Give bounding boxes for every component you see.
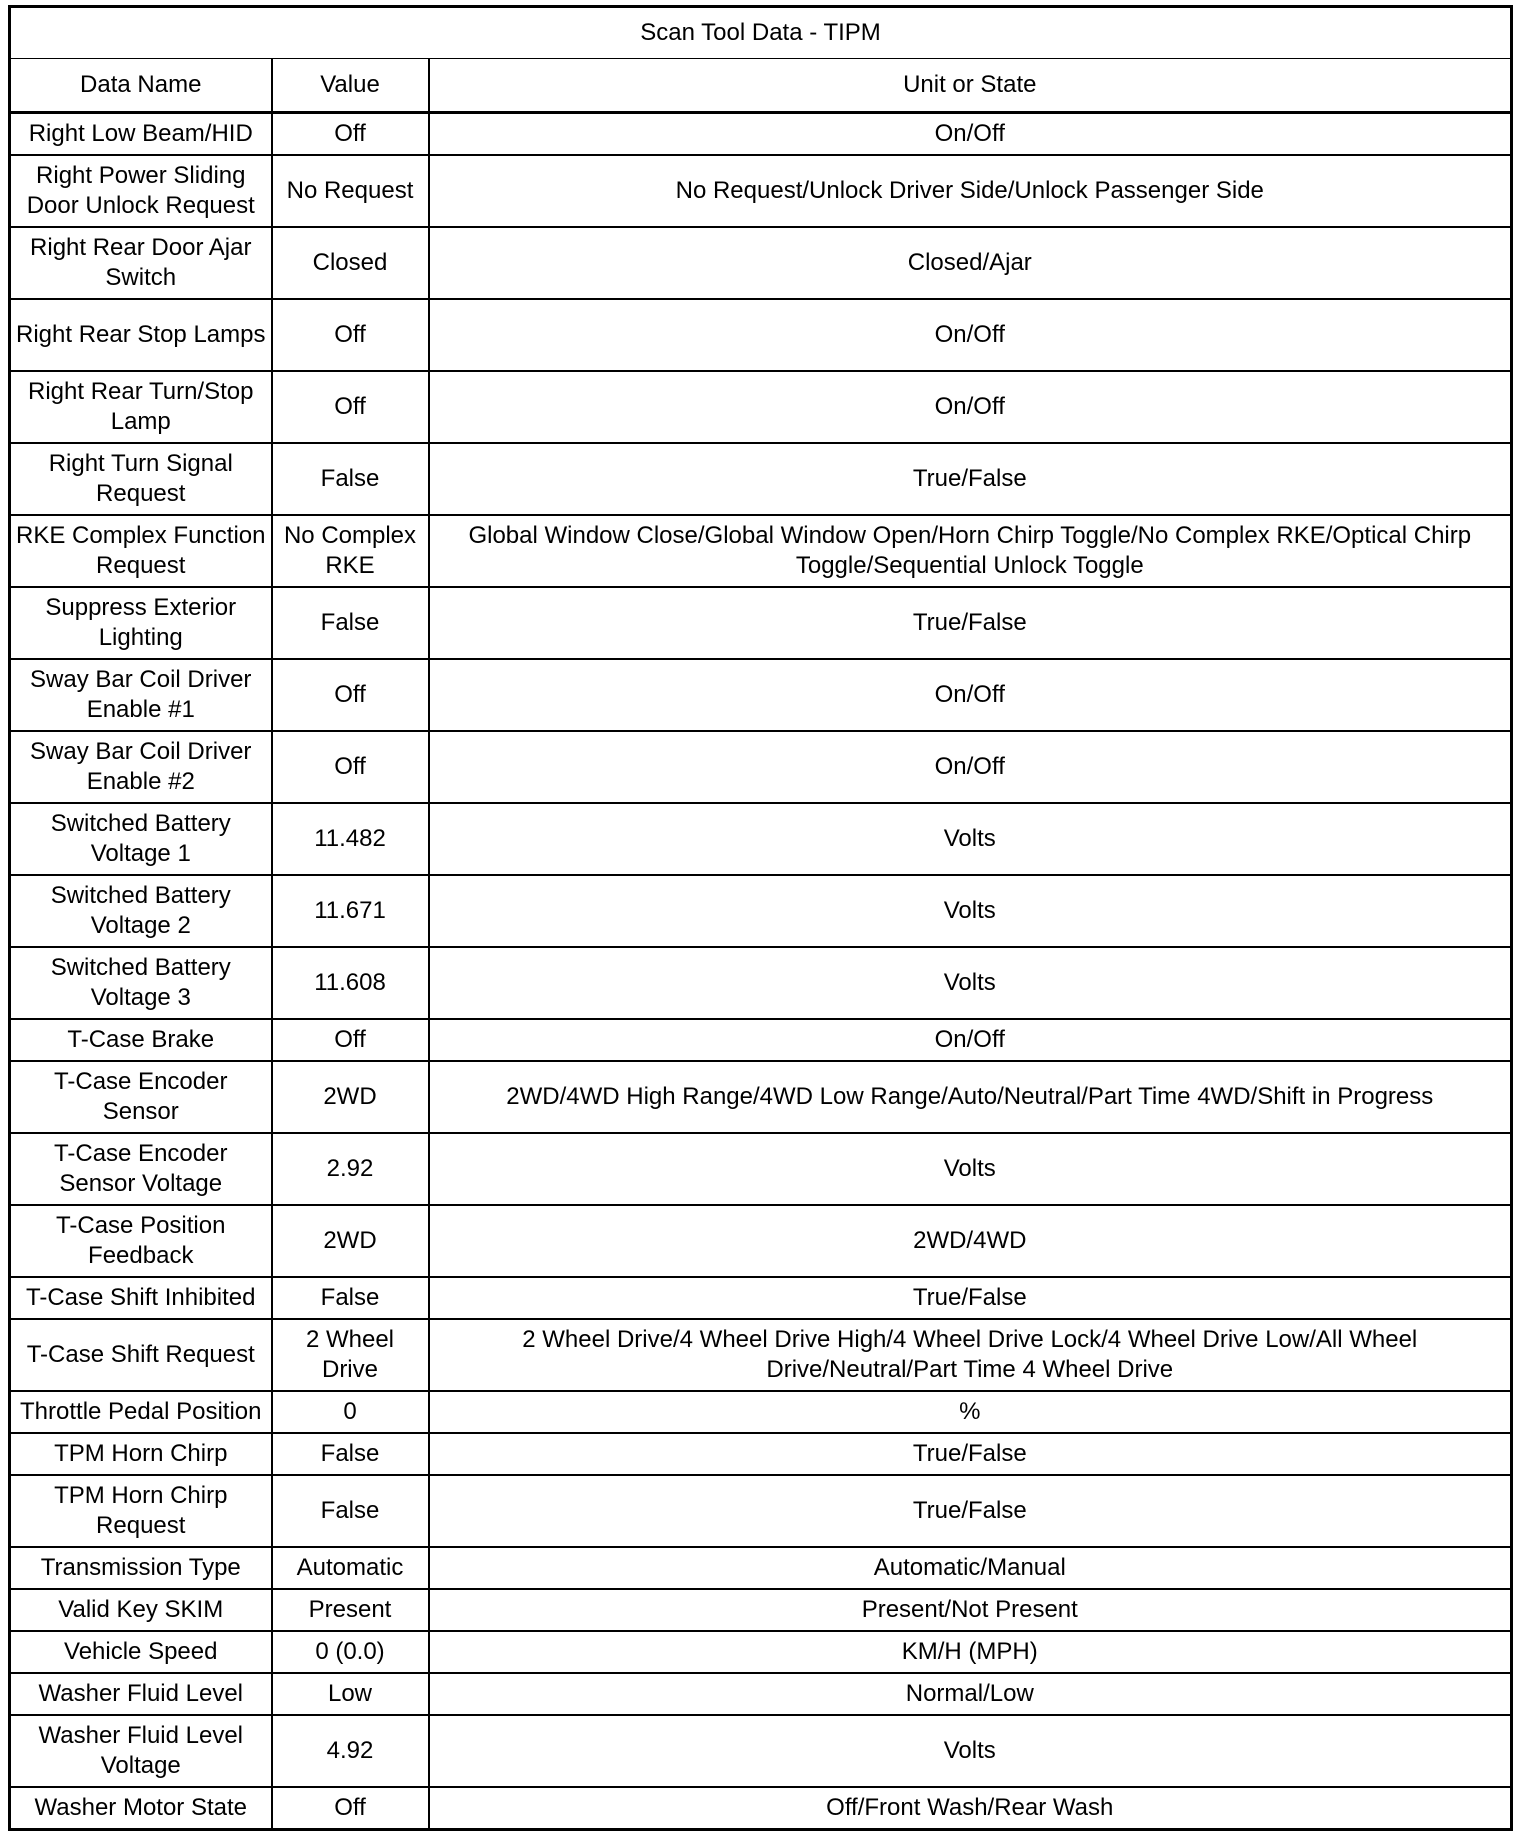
cell-value: 11.608 [272,947,429,1019]
table-row [10,155,1512,227]
table-row [10,587,1512,659]
cell-unit: Automatic/Manual [429,1547,1512,1589]
cell-data-name: T-Case Shift Inhibited [10,1277,272,1319]
cell-value: 0 (0.0) [272,1631,429,1673]
table-row [10,875,1512,947]
document-page [8,5,1510,1831]
cell-value: Automatic [272,1547,429,1589]
cell-value: Off [272,659,429,731]
cell-data-name: RKE Complex Function Request [10,515,272,587]
cell-data-name: T-Case Position Feedback [10,1205,272,1277]
cell-unit: On/Off [429,371,1512,443]
cell-unit: Volts [429,875,1512,947]
cell-value: No Complex RKE [272,515,429,587]
cell-data-name: Right Turn Signal Request [10,443,272,515]
cell-data-name: Washer Fluid Level [10,1673,272,1715]
cell-unit: On/Off [429,659,1512,731]
cell-data-name: TPM Horn Chirp Request [10,1475,272,1547]
table-row [10,1673,1512,1715]
cell-unit: True/False [429,587,1512,659]
cell-value: 2 Wheel Drive [272,1319,429,1391]
cell-unit: Closed/Ajar [429,227,1512,299]
cell-unit: Volts [429,947,1512,1019]
cell-unit: On/Off [429,299,1512,371]
table-row [10,1061,1512,1133]
cell-value: Off [272,113,429,156]
table-row [10,1205,1512,1277]
cell-value: Off [272,299,429,371]
cell-data-name: T-Case Brake [10,1019,272,1061]
table-row [10,1631,1512,1673]
cell-unit: Normal/Low [429,1673,1512,1715]
cell-data-name: Right Low Beam/HID [10,113,272,156]
table-row [10,515,1512,587]
cell-unit: KM/H (MPH) [429,1631,1512,1673]
cell-value: No Request [272,155,429,227]
cell-value: 2WD [272,1205,429,1277]
cell-unit: True/False [429,443,1512,515]
cell-data-name: T-Case Encoder Sensor Voltage [10,1133,272,1205]
cell-value: 11.671 [272,875,429,947]
cell-unit: 2WD/4WD High Range/4WD Low Range/Auto/Neutral/Part Time 4WD/Shift in Progress [429,1061,1512,1133]
table-row [10,371,1512,443]
header-value: Value [272,59,429,113]
cell-data-name: Right Power Sliding Door Unlock Request [10,155,272,227]
cell-data-name: Washer Fluid Level Voltage [10,1715,272,1787]
table-row [10,227,1512,299]
cell-value: Present [272,1589,429,1631]
header-data-name: Data Name [10,59,272,113]
cell-data-name: Vehicle Speed [10,1631,272,1673]
cell-data-name: Sway Bar Coil Driver Enable #2 [10,731,272,803]
cell-data-name: TPM Horn Chirp [10,1433,272,1475]
cell-data-name: Right Rear Turn/Stop Lamp [10,371,272,443]
cell-unit: On/Off [429,731,1512,803]
cell-unit: True/False [429,1475,1512,1547]
table-row [10,1547,1512,1589]
cell-value: 2WD [272,1061,429,1133]
cell-data-name: Suppress Exterior Lighting [10,587,272,659]
cell-value: 4.92 [272,1715,429,1787]
cell-unit: % [429,1391,1512,1433]
cell-value: False [272,587,429,659]
table-row [10,1787,1512,1830]
cell-data-name: Switched Battery Voltage 2 [10,875,272,947]
table-title: Scan Tool Data - TIPM [10,7,1512,59]
table-row [10,1589,1512,1631]
cell-unit: Volts [429,803,1512,875]
cell-value: False [272,1433,429,1475]
cell-data-name: Switched Battery Voltage 1 [10,803,272,875]
scan-tool-data-table [8,5,1513,1831]
cell-data-name: Transmission Type [10,1547,272,1589]
table-row [10,1019,1512,1061]
cell-data-name: T-Case Shift Request [10,1319,272,1391]
cell-unit: Global Window Close/Global Window Open/Horn Chirp Toggle/No Complex RKE/Optical Chirp Toggle/Sequential Unlock Toggle [429,515,1512,587]
cell-data-name: Right Rear Stop Lamps [10,299,272,371]
table-row [10,803,1512,875]
cell-value: False [272,1475,429,1547]
title-row [10,7,1512,59]
cell-value: False [272,443,429,515]
cell-data-name: Sway Bar Coil Driver Enable #1 [10,659,272,731]
cell-value: 11.482 [272,803,429,875]
cell-value: 0 [272,1391,429,1433]
table-row [10,1319,1512,1391]
cell-unit: Volts [429,1715,1512,1787]
cell-value: 2.92 [272,1133,429,1205]
table-row [10,443,1512,515]
cell-unit: Volts [429,1133,1512,1205]
header-row [10,59,1512,113]
cell-data-name: Valid Key SKIM [10,1589,272,1631]
table-row [10,1475,1512,1547]
cell-unit: 2 Wheel Drive/4 Wheel Drive High/4 Wheel Drive Lock/4 Wheel Drive Low/All Wheel Drive/Neutral/Part Time 4 Wheel Drive [429,1319,1512,1391]
cell-value: Off [272,731,429,803]
table-row [10,659,1512,731]
table-row [10,1391,1512,1433]
cell-unit: On/Off [429,113,1512,156]
cell-value: Off [272,1019,429,1061]
table-row [10,731,1512,803]
cell-data-name: Switched Battery Voltage 3 [10,947,272,1019]
cell-unit: 2WD/4WD [429,1205,1512,1277]
table-row [10,947,1512,1019]
cell-value: Low [272,1673,429,1715]
cell-unit: Present/Not Present [429,1589,1512,1631]
cell-unit: True/False [429,1433,1512,1475]
cell-data-name: Washer Motor State [10,1787,272,1830]
cell-unit: Off/Front Wash/Rear Wash [429,1787,1512,1830]
table-row [10,113,1512,156]
cell-value: Off [272,371,429,443]
cell-value: Closed [272,227,429,299]
cell-data-name: Right Rear Door Ajar Switch [10,227,272,299]
table-row [10,1715,1512,1787]
table-row [10,1133,1512,1205]
header-unit-or-state: Unit or State [429,59,1512,113]
cell-value: False [272,1277,429,1319]
cell-data-name: T-Case Encoder Sensor [10,1061,272,1133]
table-row [10,1277,1512,1319]
cell-unit: On/Off [429,1019,1512,1061]
cell-value: Off [272,1787,429,1830]
table-row [10,299,1512,371]
table-row [10,1433,1512,1475]
cell-unit: True/False [429,1277,1512,1319]
cell-data-name: Throttle Pedal Position [10,1391,272,1433]
cell-unit: No Request/Unlock Driver Side/Unlock Passenger Side [429,155,1512,227]
